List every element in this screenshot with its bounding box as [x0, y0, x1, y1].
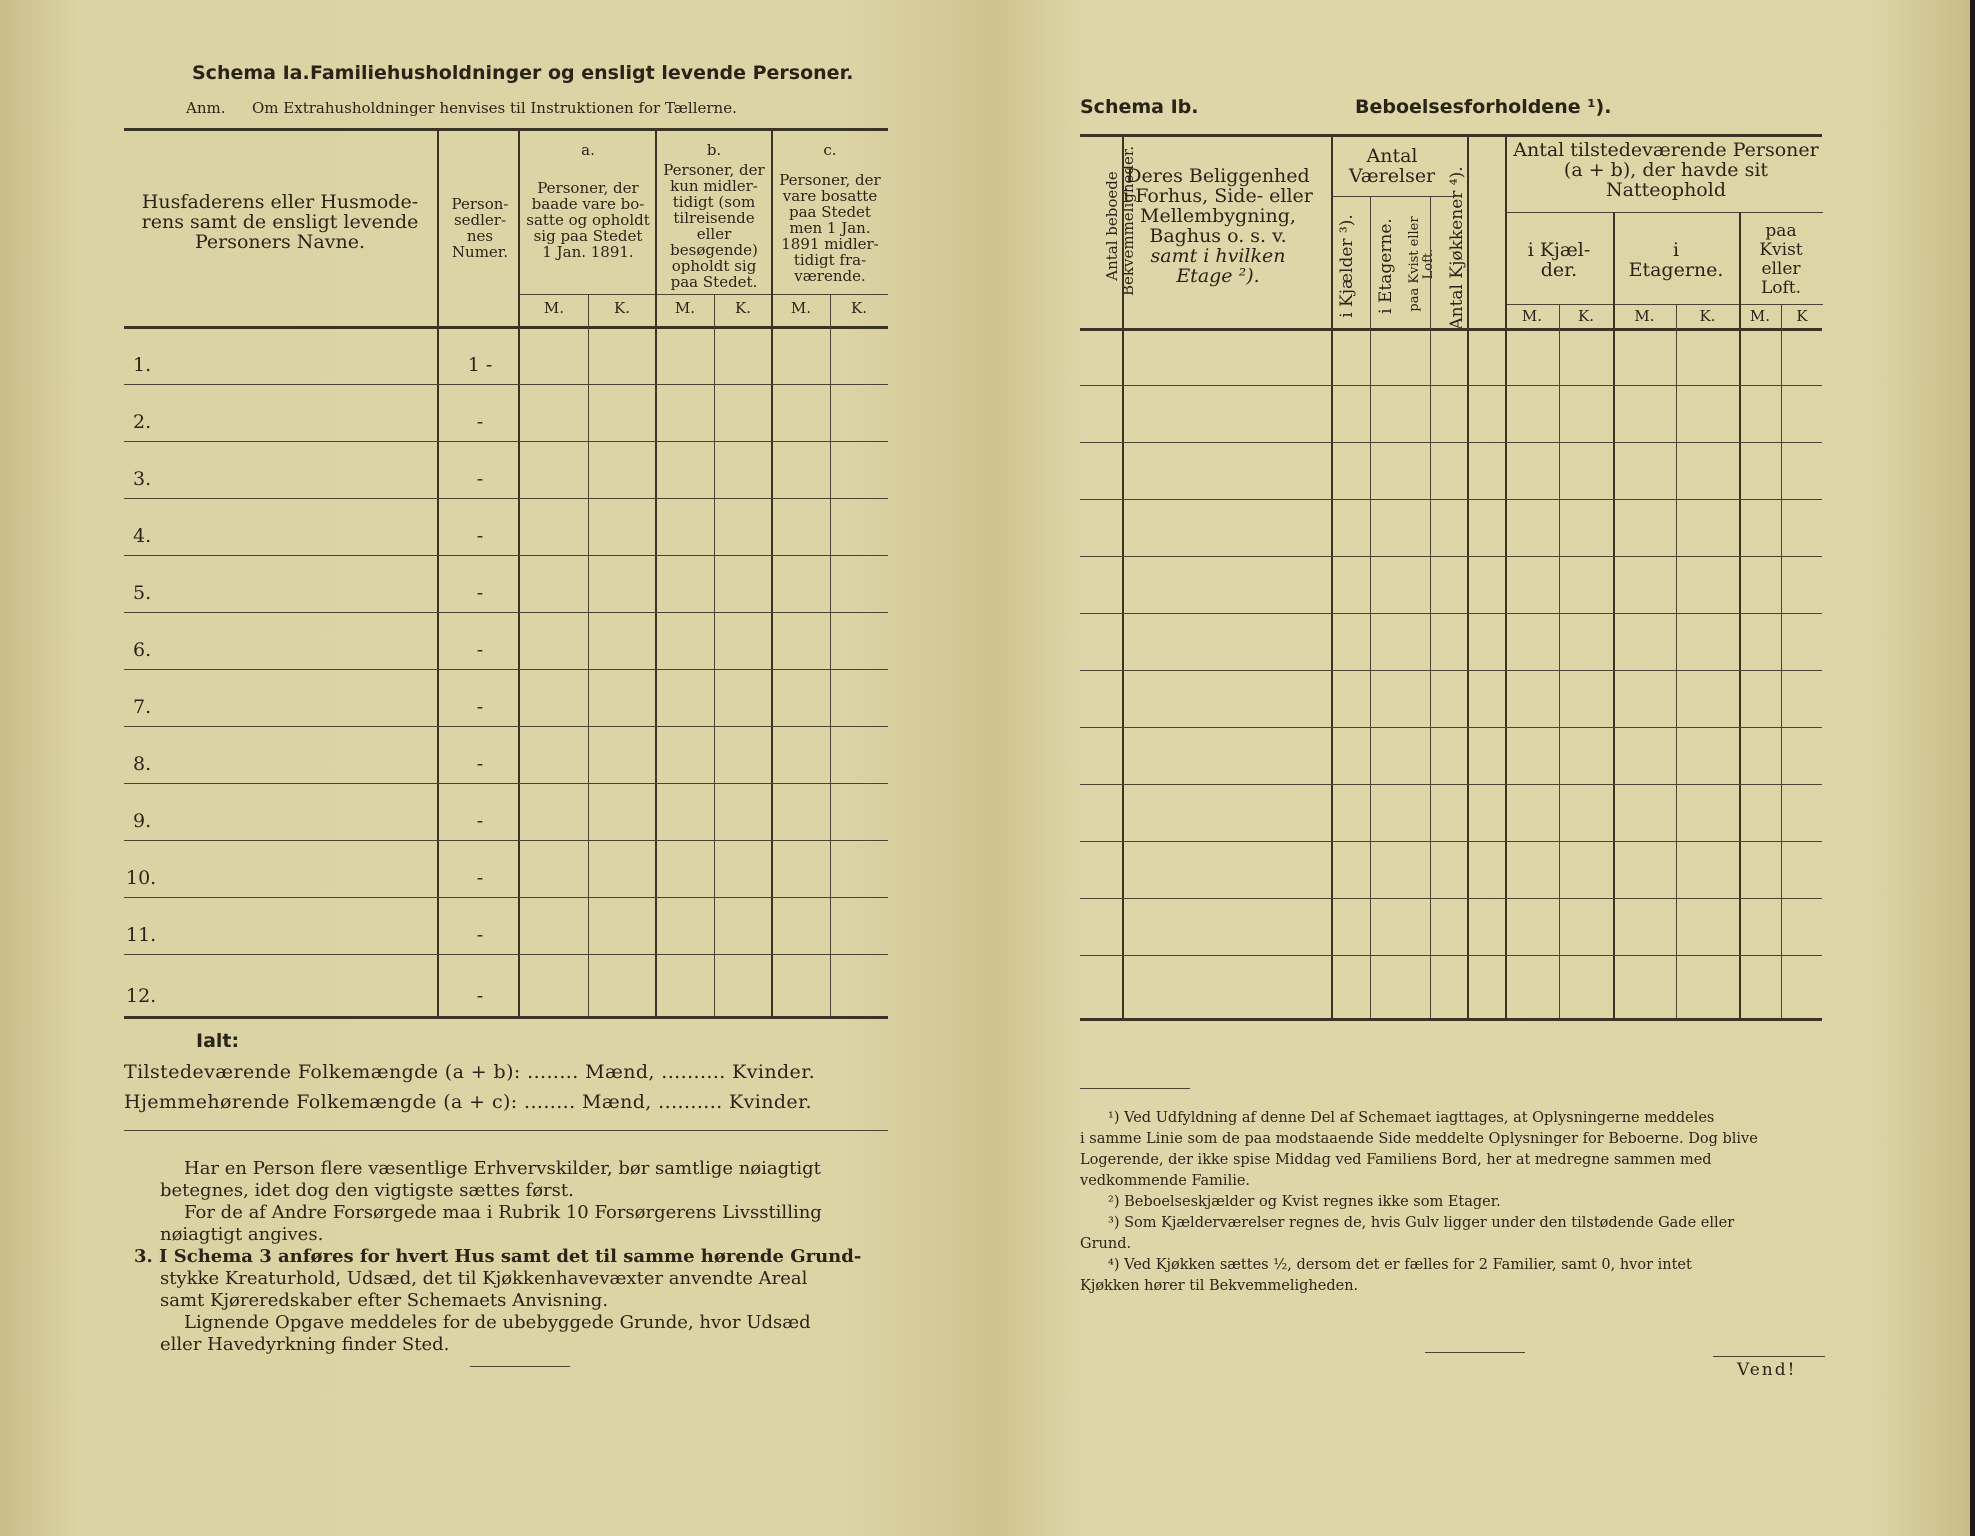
col-b-letter: b. [706, 141, 722, 159]
ialt-label: Ialt: [196, 1030, 240, 1052]
col-b-header: Personer, der kun midler- tidigt (som tilreisende eller besøgende) opholdt sig paa Stedet. [663, 161, 765, 291]
r-vline-7 [1559, 304, 1560, 1018]
table-row [1080, 670, 1822, 671]
r-vline-3 [1370, 196, 1371, 1018]
table-row: 3. - [0, 442, 990, 499]
tilst-rule [1505, 212, 1823, 213]
tilstedevaerende-line: Tilstedeværende Folkemængde (a + b): ........ Mænd, .......... Kvinder. [124, 1061, 816, 1083]
r-mk-rule [1505, 304, 1823, 305]
col-vaerelser: Antal Værelser [1348, 145, 1436, 187]
col-i-kjaelder: i Kjælder ³). [1337, 214, 1357, 318]
table-row: 5. - [0, 556, 990, 613]
r-table-bottom-rule [1080, 1018, 1822, 1021]
instructions-notes: Har en Person flere væsentlige Erhvervskilder, bør samtlige nøiagtigt betegnes, idet dog den vigtigste sættes først. For de af Andre Forsørgede maa i Rubrik 10 Forsørgerens Livsstilling nøiagtigt angives. 3. I Schema 3 anføres for hvert Hus samt det til samme hørende Grund- stykke Kreaturhold, Udsæd, det til Kjøkkenhavevæxter anvendte Areal samt Kjøreredskaber efter Schemaets Anvisning. Lignende Opgave meddeles for de ubebyggede Grunde, hvor Udsæd eller Havedyrkning finder Sted. [134, 1158, 862, 1355]
table-row: 6. - [0, 613, 990, 670]
table-row [1080, 499, 1822, 500]
r-mk-1: M. [1521, 307, 1543, 325]
r-vline-6 [1505, 136, 1507, 1018]
col-paa-kvist: paa Kvist eller Loft. [1407, 216, 1436, 312]
table-row: 1. 1 - [0, 328, 990, 385]
anm-text: Om Extrahusholdninger henvises til Instruktionen for Tællerne. [252, 99, 737, 117]
col-paa-kvist-pers: paa Kvist eller Loft. [1759, 221, 1803, 298]
mk-b-k: K. [735, 299, 751, 317]
r-mk-2: K. [1578, 307, 1594, 325]
hjemmehorende-line: Hjemmehørende Folkemængde (a + c): ........ Mænd, .......... Kvinder. [124, 1091, 812, 1113]
mk-b-m: M. [674, 299, 696, 317]
mk-a-m: M. [543, 299, 565, 317]
table-row [1080, 727, 1822, 728]
col-names-header: Husfaderens eller Husmode- rens samt de ensligt levende Personers Navne. [141, 191, 419, 253]
mk-c-k: K. [851, 299, 867, 317]
table-row [1080, 613, 1822, 614]
col-beliggenhed: Deres Beliggenhed i Forhus, Side- eller Mellembygning, Baghus o. s. v. samt i hvilken Etage ²). [1123, 165, 1313, 287]
table-row [1080, 784, 1822, 785]
table-row [1080, 556, 1822, 557]
col-i-etagerne-pers: i Etagerne. [1628, 239, 1724, 281]
table-row [1080, 385, 1822, 386]
r-vline-9 [1676, 304, 1677, 1018]
schema-1a-title: Familiehusholdninger og ensligt levende Personer. [310, 62, 854, 84]
footnote-rule [1080, 1088, 1190, 1089]
table-bottom-rule [124, 1016, 888, 1019]
col-numer-header: Person- sedler- nes Numer. [451, 195, 509, 261]
anm-label: Anm. [186, 99, 226, 117]
table-row: 10. - [0, 841, 990, 898]
r-vline-2 [1331, 136, 1333, 1018]
mk-a-k: K. [614, 299, 630, 317]
r-table-top-rule [1080, 134, 1822, 137]
r-mk-4: K. [1699, 307, 1716, 325]
col-a-header: Personer, der baade vare bo- satte og opholdt sig paa Stedet 1 Jan. 1891. [526, 179, 650, 261]
col-c-header: Personer, der vare bosatte paa Stedet men 1 Jan. 1891 midler- tidigt fra- værende. [779, 171, 881, 285]
table-row: 7. - [0, 670, 990, 727]
r-vline-5 [1467, 136, 1469, 1018]
table-row [1080, 955, 1822, 956]
r-header-bottom-rule [1080, 328, 1822, 331]
col-tilstedevaerende: Antal tilstedeværende Personer (a + b), der havde sit Natteophold [1513, 139, 1819, 201]
r-vline-1 [1122, 136, 1124, 1018]
mk-rule [518, 294, 888, 295]
right-page [985, 0, 1970, 1536]
table-row [1080, 442, 1822, 443]
footnotes: ¹) Ved Udfyldning af denne Del af Schemaet iagttages, at Oplysningerne meddeles i samme Linie som de paa modstaaende Side meddelte Oplysninger for Beboerne. Dog blive Logerende, der ikke spise Middag ved Familiens Bord, her at medregne sammen med vedkommende Familie. ²) Beboelseskjælder og Kvist regnes ikke som Etager. ³) Som Kjælderværelser regnes de, hvis Gulv ligger under den tilstødende Gade eller Grund. ⁴) Ved Kjøkken sættes ½, dersom det er fælles for 2 Familier, samt 0, hvor intet Kjøkken hører til Bekvemmeligheden. [1080, 1110, 1758, 1294]
table-top-rule [124, 128, 888, 131]
table-row: 11. - [0, 898, 990, 955]
mk-c-m: M. [790, 299, 812, 317]
r-vline-11 [1781, 304, 1782, 1018]
r-mk-3: M. [1634, 307, 1655, 325]
end-rule-right [1425, 1352, 1525, 1353]
col-antal-bebo: Antal beboede Bekvemmeligheder. [1103, 145, 1137, 296]
table-row [1080, 841, 1822, 842]
col-a-letter: a. [581, 141, 595, 159]
table-row: 9. - [0, 784, 990, 841]
col-c-letter: c. [823, 141, 837, 159]
table-row: 4. - [0, 499, 990, 556]
table-row: 8. - [0, 727, 990, 784]
vend-label: Vend! [1737, 1360, 1797, 1380]
notes-rule [124, 1130, 888, 1131]
end-rule [470, 1366, 570, 1367]
vend-rule [1713, 1356, 1825, 1357]
r-vline-4 [1430, 196, 1431, 1018]
schema-1a-label: Schema Ia. [192, 62, 310, 84]
r-mk-6: K [1796, 307, 1808, 325]
r-mk-5: M. [1749, 307, 1771, 325]
table-row: 12. - [126, 985, 484, 1007]
col-antal-kjokkener: Antal Kjøkkener ⁴). [1447, 166, 1467, 330]
table-row: 2. - [0, 385, 990, 442]
table-row [1080, 898, 1822, 899]
vaer-rule [1331, 196, 1453, 197]
col-i-kjaelder-der: i Kjæl- der. [1527, 239, 1591, 281]
schema-1b-label: Schema Ib. [1080, 96, 1199, 118]
col-i-etagerne: i Etagerne. [1376, 218, 1396, 314]
schema-1b-title: Beboelsesforholdene ¹). [1355, 96, 1612, 118]
